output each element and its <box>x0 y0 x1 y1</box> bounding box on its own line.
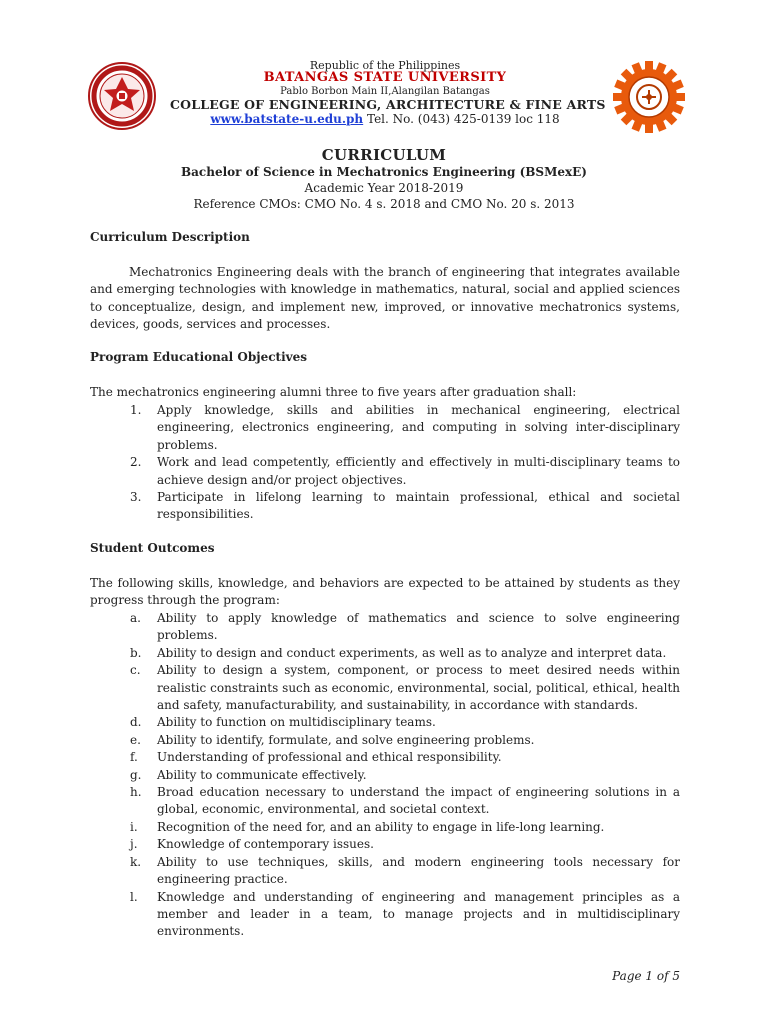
list-item-text: Ability to identify, formulate, and solve engineering problems. <box>157 732 535 747</box>
reference-cmos: Reference CMOs: CMO No. 4 s. 2018 and CMO No. 20 s. 2013 <box>193 197 575 211</box>
list-marker: l. <box>130 889 138 904</box>
website-link[interactable]: www.batstate-u.edu.ph <box>210 112 364 126</box>
list-item <box>130 610 680 645</box>
list-item-text: Work and lead competently, efficiently and effectively in multi-disciplinary teams to achieve design and/or project objectives. <box>157 455 680 487</box>
engineering-gear-icon <box>612 60 686 134</box>
academic-year: Academic Year 2018-2019 <box>304 181 464 195</box>
list-item-text: Ability to function on multidisciplinary teams. <box>157 715 436 730</box>
list-item <box>130 749 680 766</box>
list-item-text: Broad education necessary to understand the impact of engineering solutions in a global, economic, environmental, and societal context. <box>157 785 680 817</box>
outcomes-intro: The following skills, knowledge, and behaviors are expected to be attained by students as they progress through the program: <box>90 576 680 608</box>
description-heading: Curriculum Description <box>90 230 250 244</box>
list-item <box>130 645 680 662</box>
list-marker: e. <box>130 732 141 747</box>
list-marker: c. <box>130 663 141 678</box>
list-item-text: Apply knowledge, skills and abilities in mechanical engineering, electrical engineering, electronics engineering, and computing in solving inter-disciplinary problems. <box>157 403 680 452</box>
list-item <box>130 854 680 889</box>
list-item-text: Ability to communicate effectively. <box>157 767 367 782</box>
list-item <box>130 767 680 784</box>
university-address: Pablo Borbon Main II,Alangilan Batangas <box>280 86 490 97</box>
university-seal-icon <box>88 62 156 130</box>
list-item <box>130 819 680 836</box>
list-item-text: Recognition of the need for, and an ability to engage in life-long learning. <box>157 819 605 834</box>
outcomes-heading: Student Outcomes <box>90 541 215 555</box>
list-item <box>130 402 680 454</box>
list-marker: j. <box>130 837 138 852</box>
page-number: Page 1 of 5 <box>612 969 680 983</box>
list-item-text: Ability to apply knowledge of mathematics and science to solve engineering problems. <box>157 611 680 643</box>
list-item <box>130 889 680 941</box>
list-item-text: Participate in lifelong learning to maintain professional, ethical and societal responsibilities. <box>157 490 680 522</box>
description-paragraph: Mechatronics Engineering deals with the branch of engineering that integrates available and emerging technologies with knowledge in mathematics, natural, social and applied sciences to conceptualize, design, and implement new, improved, or innovative mechatronics systems, devices, goods, services and processes. <box>90 265 680 332</box>
list-marker: b. <box>130 645 142 660</box>
list-item-text: Knowledge of contemporary issues. <box>157 837 374 852</box>
outcomes-list <box>130 610 680 941</box>
university-name: BATANGAS STATE UNIVERSITY <box>263 70 507 85</box>
list-item-text: Knowledge and understanding of engineering and management principles as a member and leader in a team, to manage projects and in multidisciplinary environments. <box>157 889 680 939</box>
list-item <box>130 489 680 524</box>
college-name: COLLEGE OF ENGINEERING, ARCHITECTURE & FINE ARTS <box>170 97 606 112</box>
list-marker: a. <box>130 611 141 625</box>
list-marker: 2. <box>130 455 142 470</box>
list-marker: h. <box>130 785 142 800</box>
list-item <box>130 662 680 714</box>
list-item <box>130 714 680 731</box>
list-item <box>130 732 680 749</box>
page-title: CURRICULUM <box>321 146 447 164</box>
list-item <box>130 784 680 819</box>
contact-line <box>170 112 600 126</box>
list-item-text: Ability to design and conduct experiments, as well as to analyze and interpret data. <box>157 645 667 660</box>
list-marker: 1. <box>130 403 142 417</box>
list-marker: i. <box>130 819 138 834</box>
list-marker: k. <box>130 854 142 869</box>
program-name: Bachelor of Science in Mechatronics Engineering (BSMexE) <box>181 165 587 179</box>
telephone-text: Tel. No. (043) 425-0139 loc 118 <box>367 112 560 126</box>
list-item <box>130 836 680 853</box>
list-item-text: Understanding of professional and ethical responsibility. <box>157 750 502 765</box>
objectives-list <box>130 402 680 524</box>
list-marker: g. <box>130 767 142 782</box>
objectives-intro: The mechatronics engineering alumni three to five years after graduation shall: <box>90 385 577 399</box>
list-item-text: Ability to design a system, component, or process to meet desired needs within realistic constraints such as economic, environmental, social, political, ethical, health and safety, manufacturability, and sustainability, in accordance with standards. <box>157 663 680 713</box>
list-marker: 3. <box>130 490 142 505</box>
list-marker: f. <box>130 750 138 765</box>
list-marker: d. <box>130 715 142 730</box>
list-item-text: Ability to use techniques, skills, and modern engineering tools necessary for engineering practice. <box>157 854 680 887</box>
list-item <box>130 454 680 489</box>
republic-line: Republic of the Philippines <box>309 59 461 72</box>
objectives-heading: Program Educational Objectives <box>90 350 307 364</box>
